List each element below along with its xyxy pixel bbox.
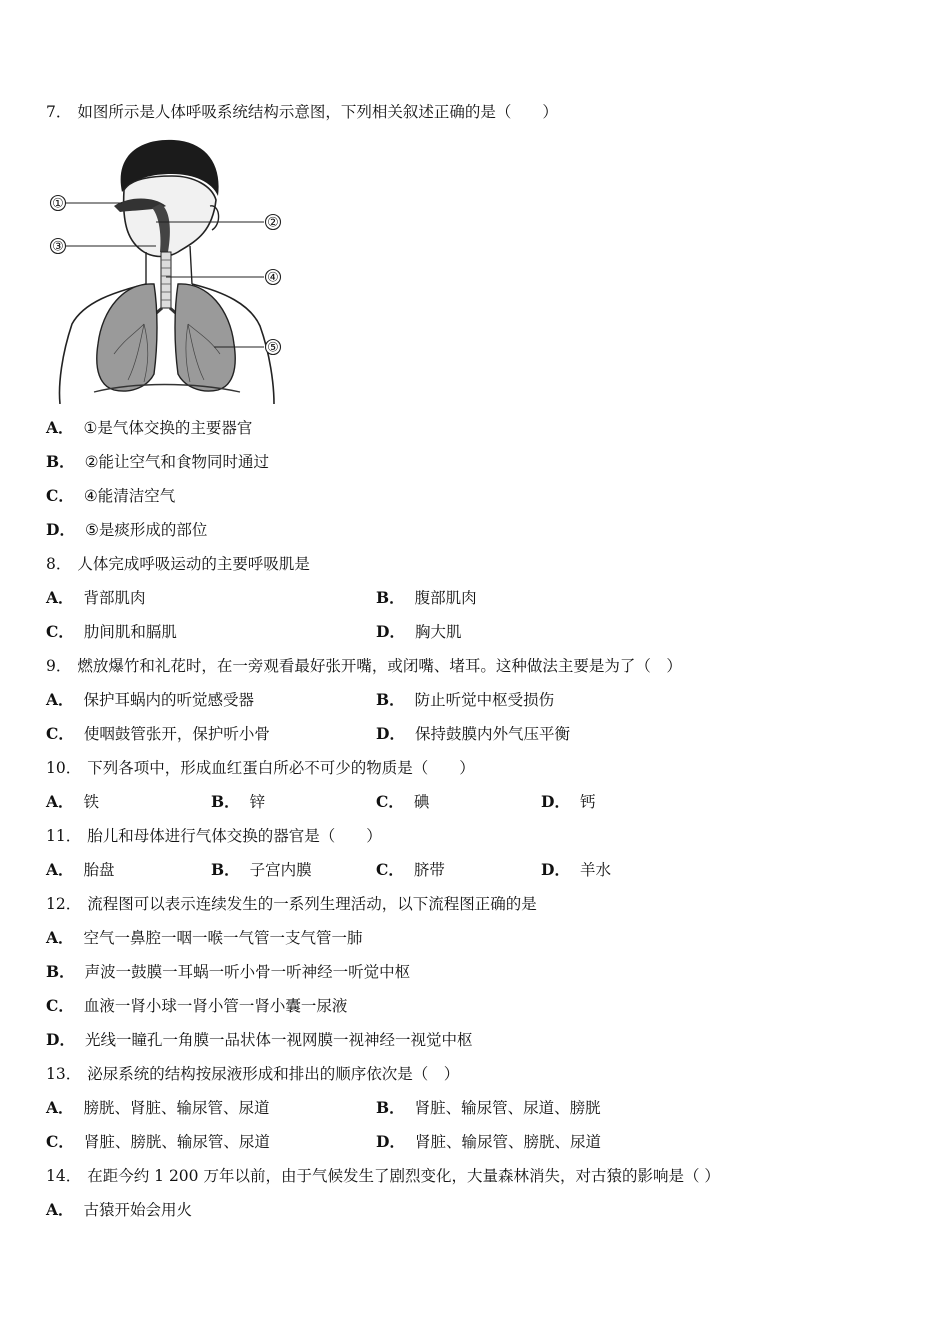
option-text: 羊水	[579, 861, 611, 879]
option-12c	[46, 996, 347, 1016]
question-7-stem	[46, 102, 558, 122]
option-text: 膀胱、肾脏、输尿管、尿道	[83, 1099, 270, 1117]
option-label: A．	[46, 1098, 74, 1117]
option-label: C．	[376, 860, 404, 879]
option-text: 铁	[83, 793, 100, 811]
question-12-stem	[46, 894, 537, 914]
question-text: 泌尿系统的结构按尿液形成和排出的顺序依次是（ ）	[87, 1065, 460, 1083]
option-text: 保护耳蜗内的听觉感受器	[83, 691, 255, 709]
option-text: 胸大肌	[414, 623, 462, 641]
question-number: 7．	[46, 103, 72, 121]
question-number: 8．	[46, 555, 72, 573]
option-label: D．	[46, 1030, 75, 1049]
option-13b	[376, 1098, 601, 1118]
option-12b	[46, 962, 410, 982]
option-7b	[46, 452, 269, 472]
option-text: 空气一鼻腔一咽一喉一气管一支气管一肺	[83, 929, 363, 947]
option-text: 胎盘	[83, 861, 115, 879]
option-label: C．	[46, 622, 74, 641]
option-text: 钙	[579, 793, 596, 811]
option-label: C．	[376, 792, 404, 811]
option-label: C．	[46, 486, 74, 505]
option-label: C．	[46, 724, 74, 743]
option-label: A．	[46, 690, 74, 709]
option-text: 肾脏、输尿管、尿道、膀胱	[414, 1099, 601, 1117]
option-label: D．	[541, 860, 570, 879]
option-text: 血液一肾小球一肾小管一肾小囊一尿液	[83, 997, 348, 1015]
question-number: 9．	[46, 657, 72, 675]
option-11d	[541, 860, 611, 880]
option-label: B．	[46, 452, 75, 471]
option-11a	[46, 860, 115, 880]
option-12a	[46, 928, 363, 948]
option-text: 保持鼓膜内外气压平衡	[414, 725, 570, 743]
question-text: 流程图可以表示连续发生的一系列生理活动，以下流程图正确的是	[87, 895, 537, 913]
option-text: 肾脏、膀胱、输尿管、尿道	[83, 1133, 270, 1151]
option-text: ④能清洁空气	[83, 487, 176, 505]
option-9b	[376, 690, 554, 710]
option-label: B．	[211, 792, 240, 811]
option-label: B．	[376, 588, 405, 607]
option-14a	[46, 1200, 192, 1220]
option-label: D．	[541, 792, 570, 811]
option-7d	[46, 520, 207, 540]
option-label: C．	[46, 996, 74, 1015]
option-9d	[376, 724, 570, 744]
option-label: B．	[376, 690, 405, 709]
right-lung	[175, 284, 235, 391]
option-8b	[376, 588, 477, 608]
question-14-stem	[46, 1166, 720, 1186]
question-number: 13．	[46, 1065, 82, 1083]
question-number: 10．	[46, 759, 82, 777]
option-8c	[46, 622, 177, 642]
option-13c	[46, 1132, 270, 1152]
option-8a	[46, 588, 146, 608]
question-text: 如图所示是人体呼吸系统结构示意图，下列相关叙述正确的是（ ）	[77, 103, 558, 121]
option-label: A．	[46, 1200, 74, 1219]
question-text: 下列各项中，形成血红蛋白所必不可少的物质是（ ）	[87, 759, 475, 777]
option-text: ⑤是痰形成的部位	[84, 521, 208, 539]
label-3: ③	[52, 239, 64, 255]
option-13a	[46, 1098, 270, 1118]
question-text: 在距今约 1 200 万年以前，由于气候发生了剧烈变化，大量森林消失，对古猿的影响是（ ）	[87, 1167, 720, 1185]
option-9a	[46, 690, 254, 710]
option-text: 声波一鼓膜一耳蜗一听小骨一听神经一听觉中枢	[84, 963, 411, 981]
option-text: ②能让空气和食物同时通过	[84, 453, 270, 471]
question-number: 14．	[46, 1167, 82, 1185]
option-label: A．	[46, 418, 74, 437]
option-8d	[376, 622, 461, 642]
option-label: C．	[46, 1132, 74, 1151]
option-text: 子宫内膜	[249, 861, 312, 879]
option-text: ①是气体交换的主要器官	[83, 419, 253, 437]
option-text: 肾脏、输尿管、膀胱、尿道	[414, 1133, 601, 1151]
option-9c	[46, 724, 270, 744]
option-7a	[46, 418, 252, 438]
option-13d	[376, 1132, 601, 1152]
option-label: D．	[46, 520, 75, 539]
question-8-stem	[46, 554, 310, 574]
option-10d	[541, 792, 595, 812]
option-text: 脐带	[413, 861, 445, 879]
option-11b	[211, 860, 312, 880]
option-text: 腹部肌肉	[414, 589, 477, 607]
option-label: B．	[376, 1098, 405, 1117]
question-10-stem	[46, 758, 475, 778]
option-11c	[376, 860, 445, 880]
option-7c	[46, 486, 175, 506]
option-label: A．	[46, 928, 74, 947]
head-outline	[124, 176, 216, 257]
label-1: ①	[52, 196, 64, 212]
option-label: B．	[211, 860, 240, 879]
option-12d	[46, 1030, 472, 1050]
option-text: 碘	[413, 793, 430, 811]
option-text: 肋间肌和膈肌	[83, 623, 177, 641]
question-13-stem	[46, 1064, 459, 1084]
question-number: 12．	[46, 895, 82, 913]
option-text: 光线一瞳孔一角膜一品状体一视网膜一视神经一视觉中枢	[84, 1031, 473, 1049]
label-5: ⑤	[267, 340, 279, 356]
option-10b	[211, 792, 265, 812]
question-text: 人体完成呼吸运动的主要呼吸肌是	[77, 555, 310, 573]
option-label: A．	[46, 860, 74, 879]
label-2: ②	[267, 215, 279, 231]
option-text: 锌	[249, 793, 266, 811]
question-text: 燃放爆竹和礼花时，在一旁观看最好张开嘴，或闭嘴、堵耳。这种做法主要是为了（ ）	[77, 657, 682, 675]
option-label: B．	[46, 962, 75, 981]
option-10c	[376, 792, 429, 812]
question-11-stem	[46, 826, 382, 846]
option-text: 防止听觉中枢受损伤	[414, 691, 555, 709]
respiratory-system-figure	[44, 134, 294, 404]
label-4: ④	[267, 270, 279, 286]
question-text: 胎儿和母体进行气体交换的器官是（ ）	[87, 827, 382, 845]
question-9-stem	[46, 656, 682, 676]
left-lung	[97, 284, 157, 391]
question-number: 11．	[46, 827, 82, 845]
option-text: 背部肌肉	[83, 589, 146, 607]
option-text: 使咽鼓管张开，保护听小骨	[83, 725, 270, 743]
option-10a	[46, 792, 99, 812]
option-text: 古猿开始会用火	[83, 1201, 193, 1219]
option-label: D．	[376, 1132, 405, 1151]
option-label: D．	[376, 724, 405, 743]
option-label: A．	[46, 588, 74, 607]
option-label: A．	[46, 792, 74, 811]
option-label: D．	[376, 622, 405, 641]
